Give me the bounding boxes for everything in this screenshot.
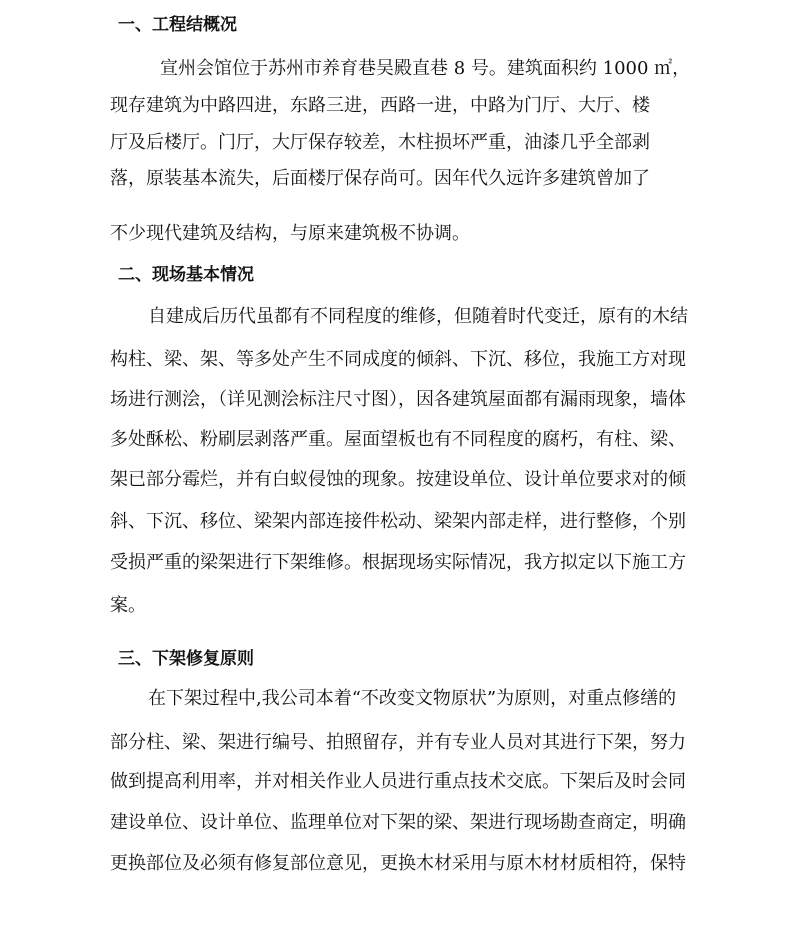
paragraph-line: 构柱、梁、架、等多处产生不同成度的倾斜、下沉、移位，我施工方对现 — [110, 349, 686, 370]
paragraph-line: 案。 — [110, 595, 146, 616]
paragraph-line: 架已部分霉烂，并有白蚁侵蚀的现象。按建设单位、设计单位要求对的倾 — [110, 469, 686, 490]
section-heading-dismantling-principles: 三、下架修复原则 — [118, 649, 254, 669]
paragraph-line: 更换部位及必须有修复部位意见，更换木材采用与原木材材质相符，保特 — [110, 853, 686, 874]
section-heading-overview: 一、工程结概况 — [118, 15, 237, 35]
paragraph-line: 多处酥松、粉刷层剥落严重。屋面望板也有不同程度的腐朽，有柱、梁、 — [110, 429, 686, 450]
paragraph-line: 做到提高利用率，并对相关作业人员进行重点技术交底。下架后及时会同 — [110, 771, 686, 792]
section-heading-site-conditions: 二、现场基本情况 — [118, 265, 254, 285]
paragraph-line: 厅及后楼厅。门厅，大厅保存较差，木柱损坏严重，油漆几乎全部剥 — [110, 132, 650, 153]
paragraph-line: 建设单位、设计单位、监理单位对下架的梁、架进行现场勘查商定，明确 — [110, 812, 686, 833]
paragraph-line: 部分柱、梁、架进行编号、拍照留存，并有专业人员对其进行下架，努力 — [110, 732, 686, 753]
paragraph-line: 现存建筑为中路四进，东路三进，西路一进，中路为门厅、大厅、楼 — [110, 95, 650, 116]
paragraph-line: 自建成后历代虽都有不同程度的维修，但随着时代变迁，原有的木结 — [148, 306, 688, 327]
paragraph-line: 斜、下沉、移位、梁架内部连接件松动、梁架内部走样，进行整修，个别 — [110, 511, 686, 532]
paragraph-line: 落，原装基本流失，后面楼厅保存尚可。因年代久远许多建筑曾加了 — [110, 168, 650, 189]
paragraph-line: 受损严重的梁架进行下架维修。根据现场实际情况，我方拟定以下施工方 — [110, 552, 686, 573]
paragraph-line: 在下架过程中,我公司本着“不改变文物原状”为原则，对重点修缮的 — [148, 688, 677, 709]
paragraph-line: 宣州会馆位于苏州市养育巷吴殿直巷 8 号。建筑面积约 1000 ㎡， — [160, 58, 691, 79]
paragraph-line: 场进行测浍，（详见测浍标注尺寸图），因各建筑屋面都有漏雨现象，墙体 — [110, 389, 686, 410]
paragraph-line: 不少现代建筑及结构，与原来建筑极不协调。 — [110, 223, 470, 244]
